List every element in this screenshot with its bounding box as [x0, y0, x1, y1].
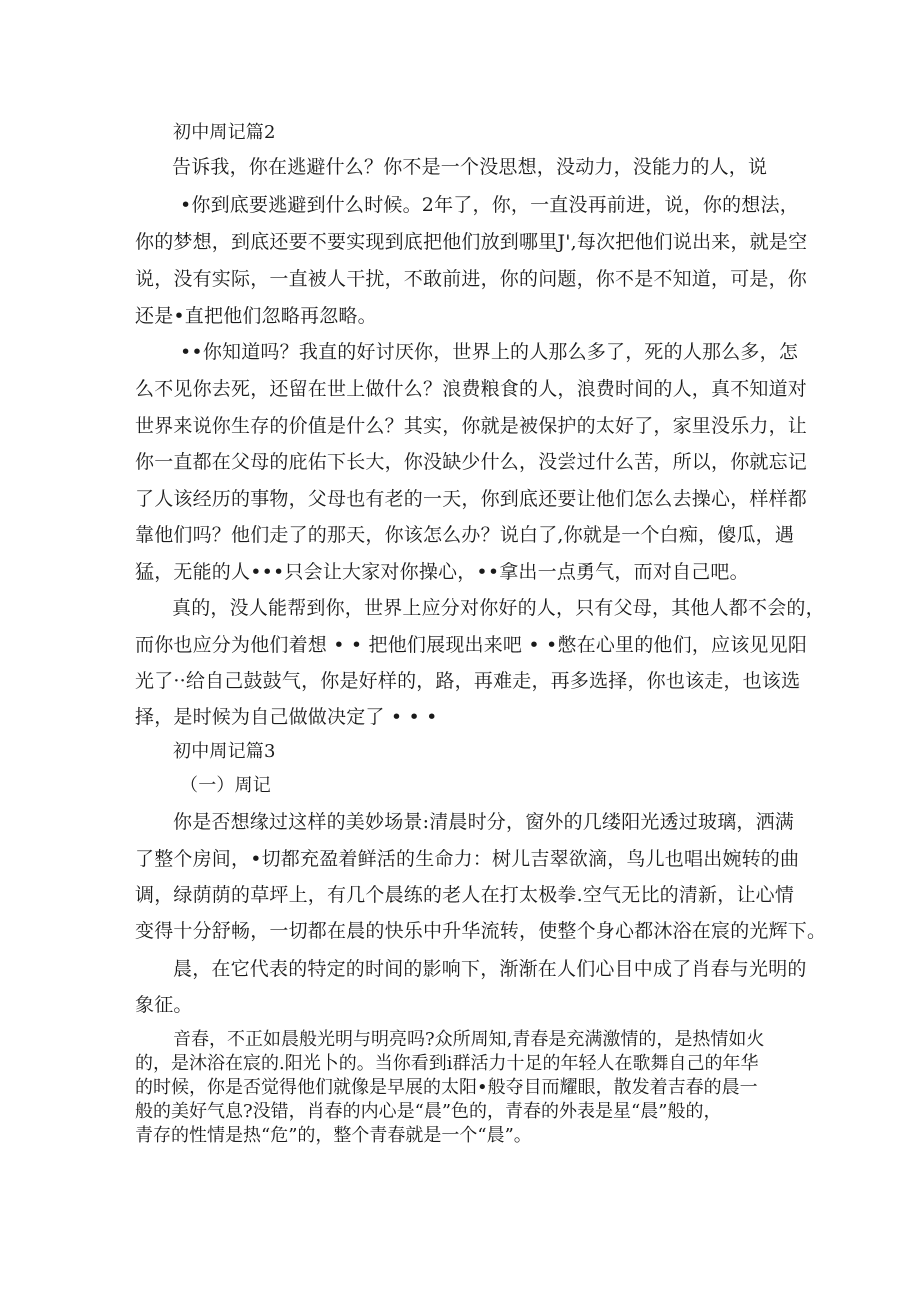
paragraph-line: 猛，无能的人•••只会让大家对你操心，••拿出一点勇气，而对自己吧。	[135, 561, 749, 583]
paragraph-line: 的，是沐浴在宸的.阳光卜的。当你看到i群活力十足的年轻人在歌舞自己的年华	[135, 1053, 759, 1074]
paragraph-line: 晨，在它代表的特定的时间的影响下，渐渐在人们心目中成了肖春与光明的	[173, 958, 807, 980]
paragraph-line: 音春，不正如晨般光明与明亮吗?众所周知,青春是充满激情的，是热情如火	[173, 1029, 765, 1050]
paragraph-line: 择，是时候为自己做做决定了 • • •	[135, 706, 438, 728]
paragraph-line: •你到底要逃避到什么时候。2年了，你，一直没再前进，说，你的想法，	[180, 194, 799, 216]
paragraph-line: 还是•直把他们忽略再忽略。	[135, 305, 377, 327]
paragraph-line: 世界来说你生存的价值是什么？其实，你就是被保护的太好了，家里没乐力，让	[135, 415, 808, 437]
paragraph-line: 的时候，你是否觉得他们就像是早展的太阳•般夺目而耀眼，散发着吉春的晨一	[135, 1077, 758, 1098]
paragraph-line: 你是否想缘过这样的美妙场景:清晨时分，窗外的几缕阳光透过玻璃，洒满	[173, 811, 795, 833]
paragraph-line: 了人该经历的事物，父母也有老的一天，你到底还要让他们怎么去操心，样样都	[135, 488, 808, 510]
paragraph-line: 么不见你去死，还留在世上做什么？浪费粮食的人，浪费时间的人，真不知道对	[135, 378, 808, 400]
paragraph-line: 青存的性情是热“危”的，整个青春就是一个“晨”。	[135, 1125, 532, 1146]
paragraph-line: 告诉我，你在逃避什么？你不是一个没思想，没动力，没能力的人，说	[172, 156, 768, 178]
subheading: （一）周记	[180, 775, 271, 796]
paragraph-line: 光了··给自己鼓鼓气，你是好样的，路，再难走，再多选择，你也该走，也该选	[135, 670, 801, 692]
paragraph-line: 说，没有实际，一直被人干扰，不敢前进，你的问题，你不是不知道，可是，你	[135, 268, 808, 290]
paragraph-line: 般的美好气息?没错，肖春的内心是“晨”色的，青春的外表是星“晨”般的，	[135, 1101, 722, 1122]
section-heading-3: 初中周记篇3	[173, 741, 276, 762]
paragraph-line: 你一直都在父母的庇佑下长大，你没缺少什么，没尝过什么苦，所以，你就忘记	[135, 451, 808, 473]
paragraph-line: 调，绿荫荫的草坪上，有几个晨练的老人在打太极拳.空气无比的清新，让心情	[135, 884, 795, 906]
paragraph-line: 靠他们吗？他们走了的那天，你该怎么办？说白了,你就是一个白痴，傻瓜，遇	[135, 524, 795, 546]
paragraph-line: 象征。	[135, 994, 193, 1016]
paragraph-line: 而你也应分为他们着想 • • 把他们展现出来吧 • •憋在心里的他们，应该见见阳	[135, 634, 808, 656]
paragraph-line: 你的梦想，到底还要不要实现到底把他们放到哪里J',每次把他们说出来，就是空	[135, 231, 808, 253]
section-heading-2: 初中周记篇2	[173, 122, 276, 143]
paragraph-line: 真的，没人能帮到你，世界上应分对你好的人，只有父母，其他人都不会的，	[172, 597, 825, 619]
paragraph-line: 了整个房间，•切都充盈着鲜活的生命力：树儿吉翠欲滴，鸟儿也唱出婉转的曲	[135, 848, 800, 870]
paragraph-line: ••你知道吗？我直的好讨厌你，世界上的人那么多了，死的人那么多，怎	[180, 341, 799, 363]
paragraph-line: 变得十分舒畅，一切都在晨的快乐中升华流转，使整个身心都沐浴在宸的光辉下。	[135, 920, 827, 942]
